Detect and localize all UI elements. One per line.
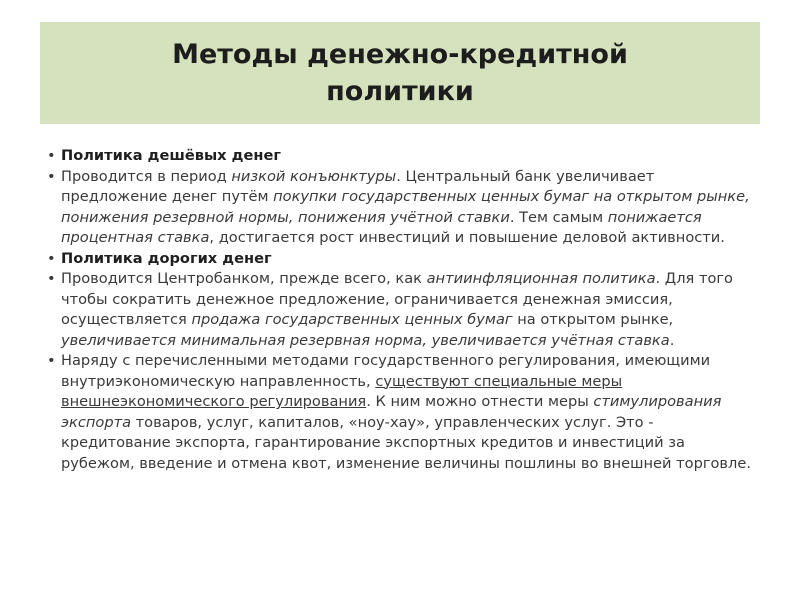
bullet-emphasis: понижается процентная ставка: [61, 208, 702, 246]
bullet-cheap-money-description: [40, 167, 760, 249]
slide-title-line-1: Методы денежно-кредитной: [172, 39, 628, 70]
bullet-text: . Для того чтобы сократить денежное предложение, ограничивается денежная эмиссия, осуществляется: [61, 270, 733, 328]
slide-title: [172, 36, 628, 110]
title-banner: [40, 22, 760, 124]
bullet-text: товаров, услуг, капиталов, «ноу-хау», управленческих услуг. Это - кредитование экспорта, гарантирование экспортных кредитов и инвестиций за рубежом, введение и отмена квот, изменение величины пошлины во внешней торговле.: [61, 413, 751, 472]
bullet-emphasis: продажа государственных ценных бумаг: [191, 311, 513, 328]
bullet-emphasis: покупки государственных ценных бумаг на открытом рынке, понижения резервной нормы, понижения учётной ставки: [61, 188, 750, 226]
bullet-dear-money-heading: [40, 249, 760, 270]
bullet-underlined: существуют специальные меры внешнеэкономического регулирования: [61, 372, 623, 410]
bullet-text: .: [669, 331, 675, 349]
bullet-list: [40, 146, 760, 474]
bullet-text: Проводится Центробанком, прежде всего, как: [61, 270, 427, 287]
bullet-heading-text: Политика дешёвых денег: [61, 147, 281, 164]
bullet-text: , достигается рост инвестиций и повышение деловой активности.: [209, 229, 725, 246]
bullet-dear-money-description: [40, 269, 760, 351]
bullet-text: . Тем самым: [509, 208, 608, 226]
bullet-emphasis: стимулирования экспорта: [61, 393, 722, 431]
bullet-emphasis: низкой конъюнктуры: [231, 167, 397, 185]
slide-title-line-2: политики: [326, 76, 474, 107]
bullet-foreign-economic-measures: [40, 351, 760, 474]
bullet-text: Наряду с перечисленными методами государственного регулирования, имеющими внутриэкономическую направленность,: [61, 352, 711, 390]
bullet-text: . Центральный банк увеличивает предложение денег путём: [61, 167, 655, 205]
bullet-text: . К ним можно отнести меры: [366, 393, 594, 410]
bullet-cheap-money-heading: [40, 146, 760, 167]
bullet-text: Проводится в период: [61, 167, 232, 185]
bullet-text: на открытом рынке,: [512, 311, 674, 328]
bullet-emphasis: антиинфляционная политика: [426, 270, 656, 287]
bullet-emphasis: увеличивается минимальная резервная норма, увеличивается учётная ставка: [61, 331, 670, 349]
bullet-heading-text: Политика дорогих денег: [61, 249, 272, 267]
